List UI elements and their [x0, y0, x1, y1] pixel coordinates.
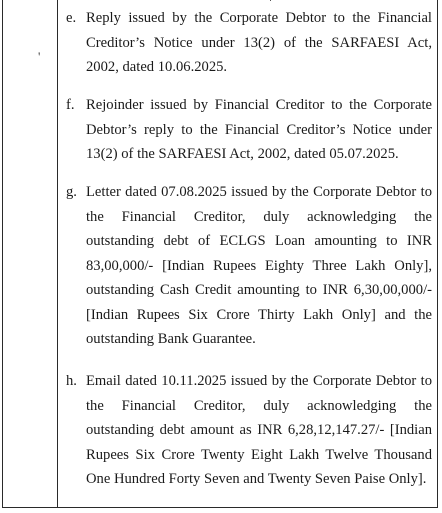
column-divider	[57, 0, 58, 508]
list-marker: g.	[66, 184, 77, 200]
list-item-text: Rejoinder issued by Financial Creditor to the Corporate Debtor’s reply to the Financial Creditor’s Notice under 13(2) of the SARFAESI Act, 2002, dated 05.07.2025.	[86, 97, 432, 162]
list-item-f	[66, 93, 432, 167]
list-marker: f.	[66, 97, 75, 113]
margin-mark: '	[38, 49, 41, 64]
list-marker: h.	[66, 373, 77, 389]
list-marker: e.	[66, 10, 77, 26]
top-edge-mark	[270, 0, 277, 1]
list-item-e	[66, 6, 432, 80]
list-item-text: Email dated 10.11.2025 issued by the Corporate Debtor to the Financial Creditor, duly acknowledging the outstanding debt amount as INR 6,28,12,147.27/- [Indian Rupees Six Crore Twenty Eight Lakh Twelve Thousand One Hundred Forty Seven and Twenty Seven Paise Only].	[86, 373, 432, 487]
list-item-g	[66, 180, 432, 352]
list-item-h	[66, 369, 432, 492]
list-item-text: Letter dated 07.08.2025 issued by the Corporate Debtor to the Financial Creditor, duly acknowledging the outstanding debt of ECLGS Loan amounting to INR 83,00,000/- [Indian Rupees Eighty Three Lakh Only], outstanding Cash Credit amounting to INR 6,30,00,000/- [Indian Rupees Six Crore Thirty Lakh Only] and the outstanding Bank Guarantee.	[86, 184, 432, 347]
list-item-text: Reply issued by the Corporate Debtor to the Financial Creditor’s Notice under 13(2) of the SARFAESI Act, 2002, dated 10.06.2025.	[86, 10, 432, 75]
